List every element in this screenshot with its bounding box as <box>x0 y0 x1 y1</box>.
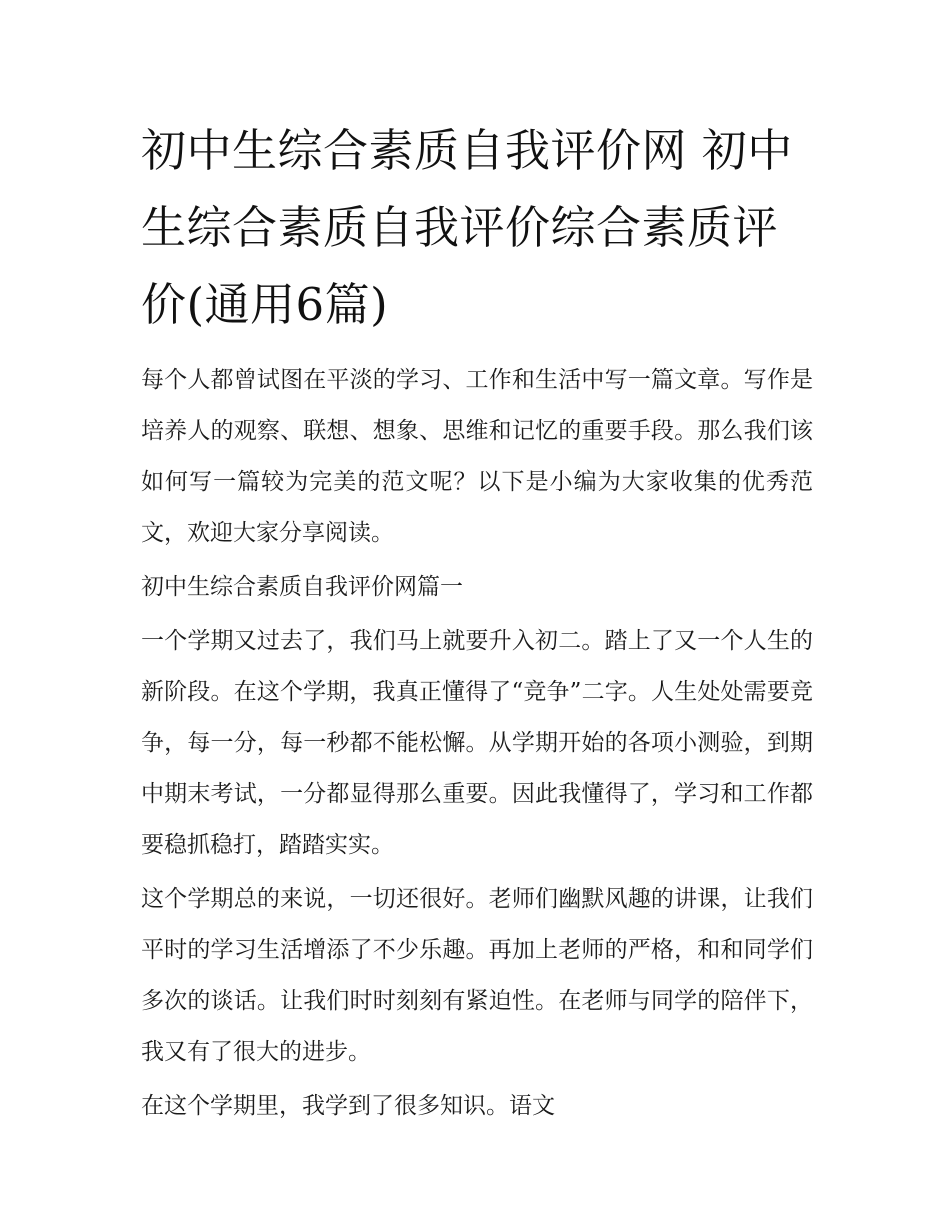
intro-paragraph: 每个人都曾试图在平淡的学习、工作和生活中写一篇文章。写作是培养人的观察、联想、想象、思维和记忆的重要手段。那么我们该如何写一篇较为完美的范文呢？以下是小编为大家收集的优秀范文，欢迎大家分享阅读。 <box>141 367 813 546</box>
document-title: 初中生综合素质自我评价网 初中生综合素质自我评价综合素质评价(通用6篇) <box>141 124 793 331</box>
body-paragraph: 在这个学期里，我学到了很多知识。语文 <box>141 1093 555 1119</box>
body-paragraph: 这个学期总的来说，一切还很好。老师们幽默风趣的讲课，让我们平时的学习生活增添了不少乐趣。再加上老师的严格，和和同学们多次的谈话。让我们时时刻刻有紧迫性。在老师与同学的陪伴下，我又有了很大的进步。 <box>141 886 813 1065</box>
body-paragraph: 一个学期又过去了，我们马上就要升入初二。踏上了又一个人生的新阶段。在这个学期，我真正懂得了“竞争”二字。人生处处需要竞争，每一分，每一秒都不能松懈。从学期开始的各项小测验，到期中期末考试，一分都显得那么重要。因此我懂得了，学习和工作都要稳抓稳打，踏踏实实。 <box>141 628 813 858</box>
section-heading: 初中生综合素质自我评价网篇一 <box>141 574 463 600</box>
document-page <box>141 112 813 1135</box>
